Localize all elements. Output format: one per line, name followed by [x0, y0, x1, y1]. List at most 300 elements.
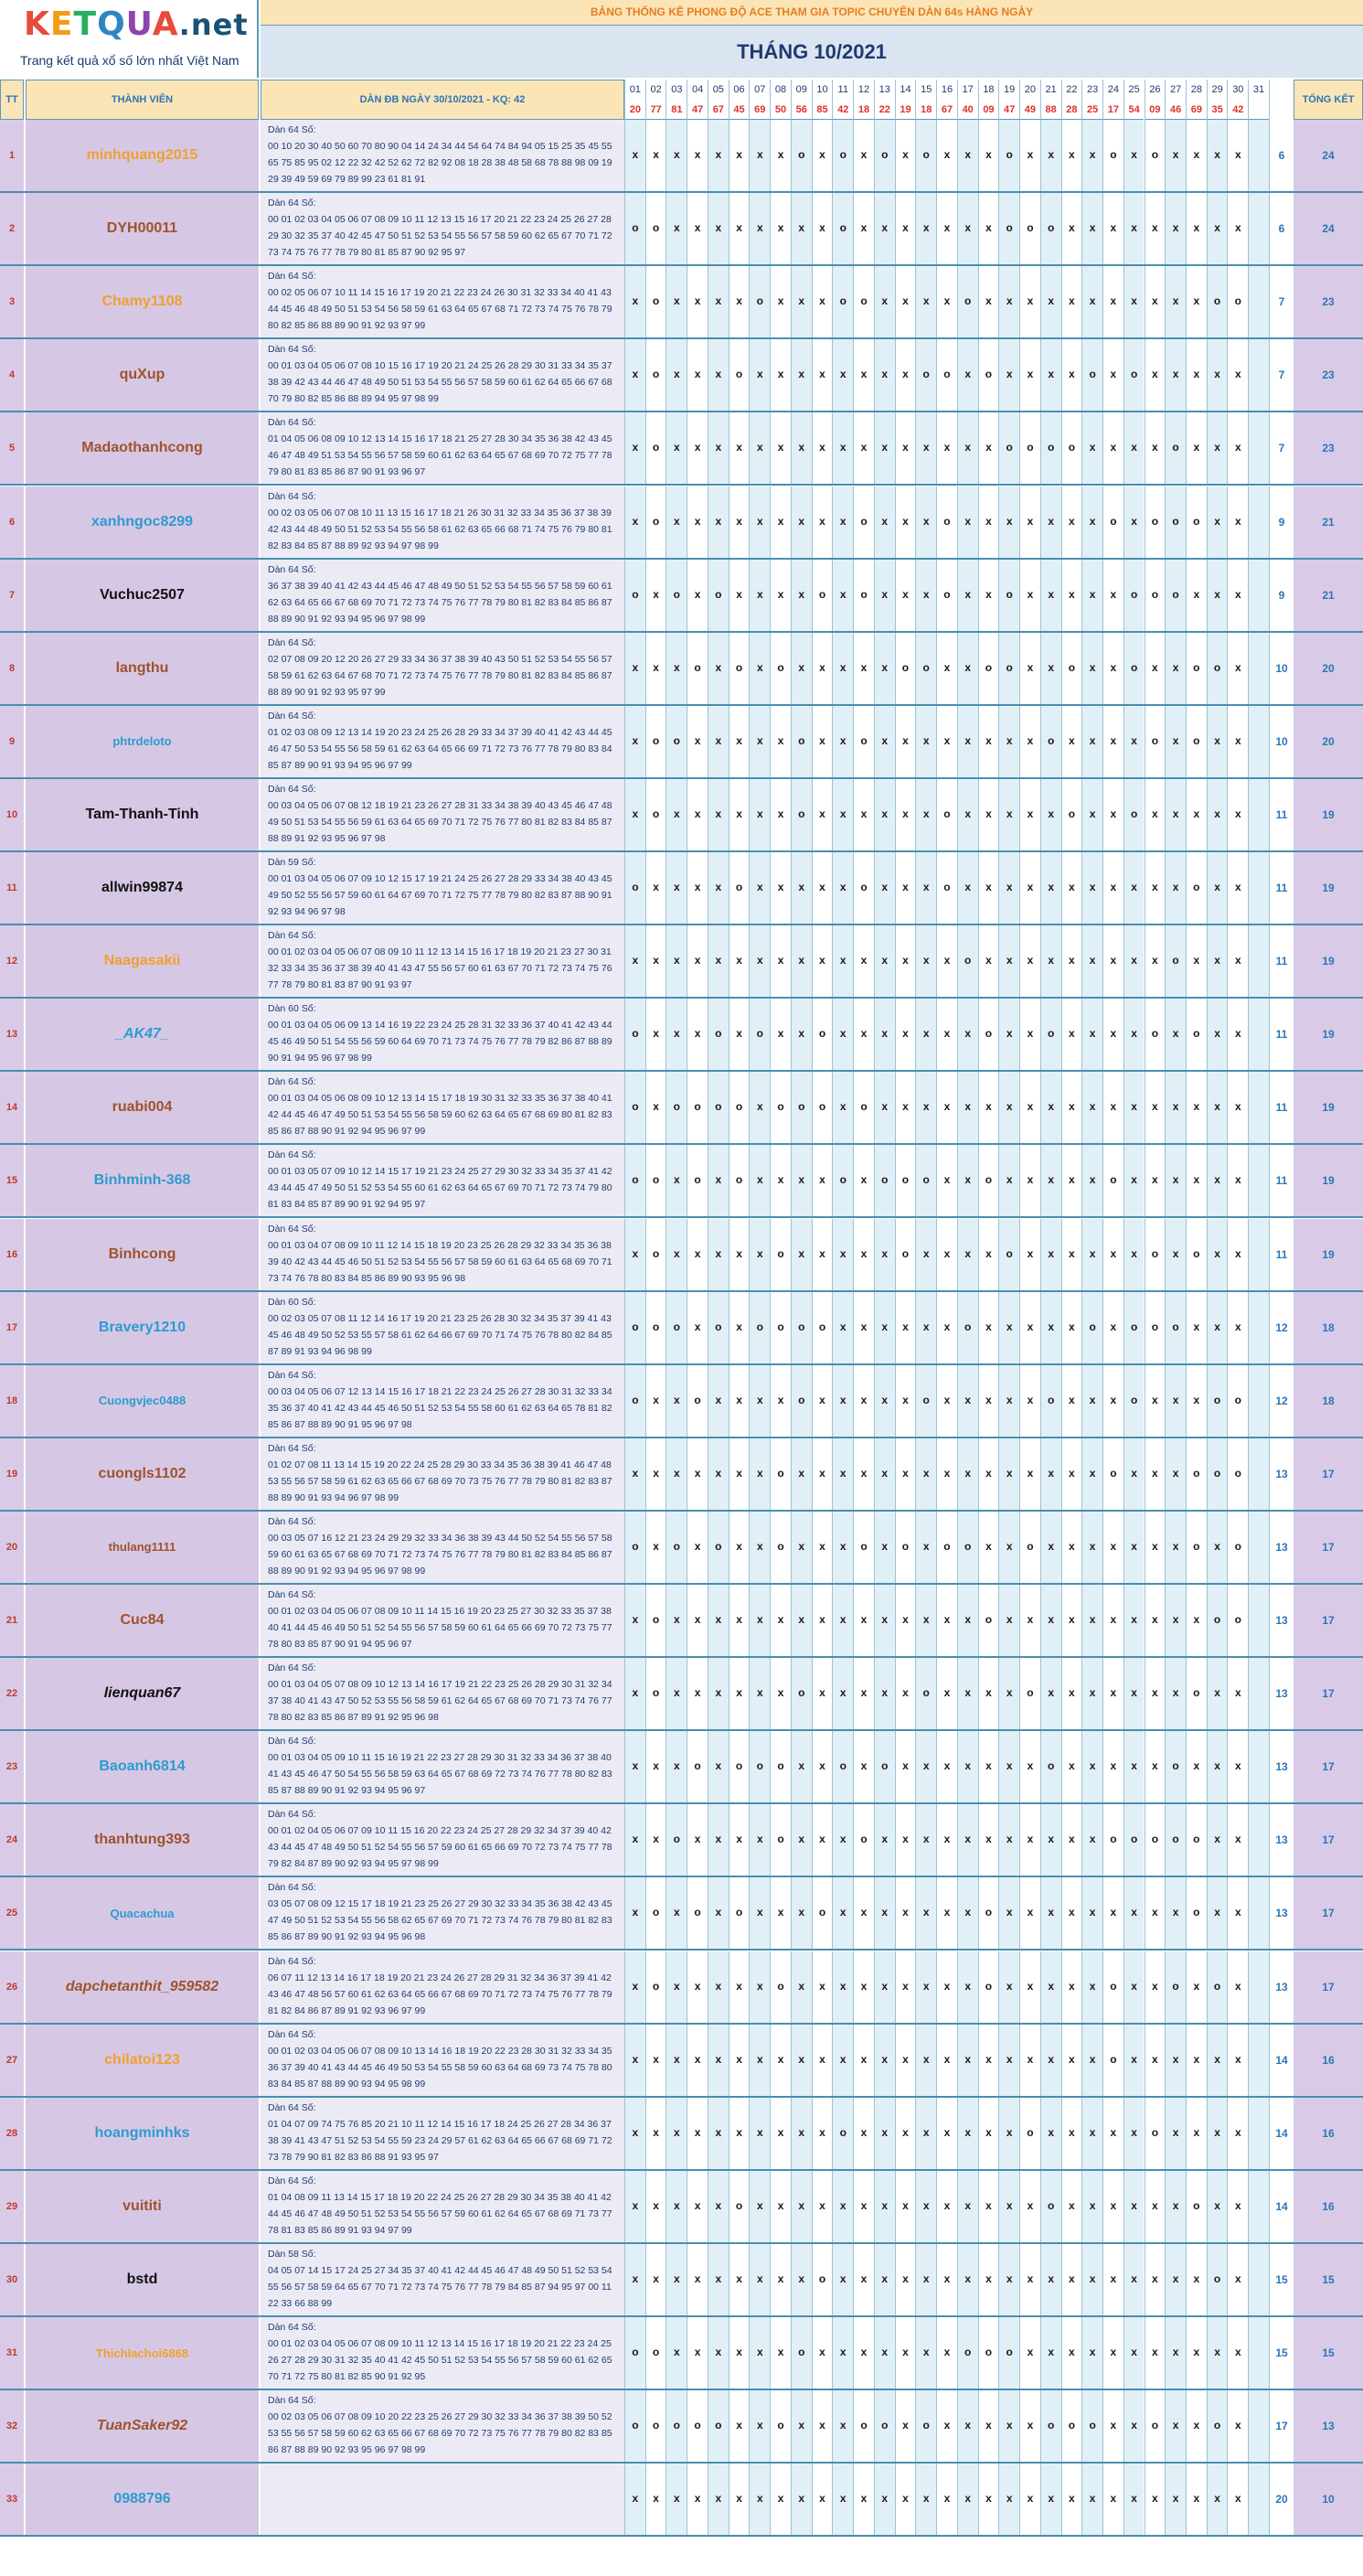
- member-name[interactable]: Quacachua: [26, 1877, 259, 1949]
- miss-count: 15: [1269, 2317, 1294, 2389]
- day-mark: x: [1040, 1804, 1061, 1876]
- day-mark: o: [687, 1072, 708, 1143]
- member-name[interactable]: DYH00011: [26, 193, 259, 264]
- dan-title: Dàn 64 Số:: [268, 198, 316, 209]
- day-mark: o: [624, 1072, 645, 1143]
- day-mark: x: [1040, 1585, 1061, 1656]
- miss-count: 11: [1269, 999, 1294, 1070]
- member-name[interactable]: hoangminhks: [26, 2098, 259, 2169]
- day-mark: x: [1061, 706, 1082, 777]
- day-mark: x: [1145, 193, 1166, 264]
- dan-title: Dàn 64 Số:: [268, 710, 316, 721]
- day-mark: x: [645, 852, 666, 924]
- member-name[interactable]: Madaothanhcong: [26, 412, 259, 484]
- day-mark: x: [791, 1219, 812, 1290]
- day-mark: o: [1207, 2390, 1228, 2462]
- day-mark: x: [874, 2098, 895, 2169]
- day-mark: x: [978, 1804, 999, 1876]
- day-mark: x: [708, 1804, 729, 1876]
- day-mark: x: [624, 1658, 645, 1729]
- member-name[interactable]: minhquang2015: [26, 120, 259, 191]
- day-mark: x: [1165, 266, 1186, 337]
- day-mark: x: [895, 1731, 916, 1802]
- day-mark: x: [1102, 1219, 1123, 1290]
- miss-count: 12: [1269, 1292, 1294, 1363]
- day-mark: x: [1019, 1145, 1040, 1216]
- day-mark: x: [1081, 2464, 1102, 2535]
- row-number: 8: [0, 633, 24, 704]
- day-mark: x: [1061, 1438, 1082, 1510]
- day-mark: o: [1165, 1804, 1186, 1876]
- day-mark: x: [1040, 925, 1061, 997]
- day-result: 49: [1019, 100, 1040, 120]
- day-mark: o: [832, 2098, 853, 2169]
- day-mark: x: [853, 193, 874, 264]
- day-mark: o: [749, 999, 770, 1070]
- table-row: [0, 2098, 1363, 2171]
- day-mark: x: [1123, 2098, 1145, 2169]
- day-mark: x: [666, 1438, 687, 1510]
- day-mark: o: [1165, 1951, 1186, 2023]
- day-mark: o: [708, 1512, 729, 1583]
- dan-cell: [261, 1731, 624, 1802]
- miss-count: 14: [1269, 2171, 1294, 2242]
- member-name[interactable]: Binhminh-368: [26, 1145, 259, 1216]
- day-mark: x: [1145, 1877, 1166, 1949]
- day-mark: [1248, 1804, 1269, 1876]
- day-mark: o: [1145, 560, 1166, 631]
- day-mark: x: [1040, 1512, 1061, 1583]
- dan-cell: [261, 1951, 624, 2023]
- day-mark: x: [957, 193, 978, 264]
- day-mark: x: [666, 1658, 687, 1729]
- day-mark: x: [1186, 1072, 1207, 1143]
- day-mark: [1248, 1658, 1269, 1729]
- day-mark: o: [853, 2390, 874, 2462]
- day-mark: o: [791, 1658, 812, 1729]
- day-mark: x: [729, 1512, 750, 1583]
- row-number: 30: [0, 2244, 24, 2315]
- day-mark: x: [791, 339, 812, 411]
- day-mark: o: [624, 1365, 645, 1437]
- day-mark: o: [1019, 2098, 1040, 2169]
- day-mark: x: [915, 706, 936, 777]
- day-mark: x: [749, 193, 770, 264]
- member-name[interactable]: chilatoi123: [26, 2025, 259, 2096]
- dan-cell: [261, 706, 624, 777]
- total-score: 21: [1294, 486, 1363, 558]
- day-mark: o: [749, 1731, 770, 1802]
- day-mark: x: [729, 706, 750, 777]
- day-mark: x: [1186, 412, 1207, 484]
- day-marks: [624, 1877, 1269, 1949]
- day-mark: o: [915, 1365, 936, 1437]
- day-mark: x: [1019, 1804, 1040, 1876]
- day-mark: x: [895, 1292, 916, 1363]
- day-mark: x: [687, 2464, 708, 2535]
- day-mark: x: [687, 779, 708, 850]
- day-mark: o: [853, 1072, 874, 1143]
- day-mark: x: [832, 1292, 853, 1363]
- day-mark: x: [729, 2098, 750, 2169]
- day-mark: x: [1123, 486, 1145, 558]
- member-name[interactable]: TuanSaker92: [26, 2390, 259, 2462]
- day-mark: x: [1145, 1658, 1166, 1729]
- day-mark: x: [1061, 1292, 1082, 1363]
- day-mark: [1248, 1072, 1269, 1143]
- day-mark: x: [687, 925, 708, 997]
- member-name[interactable]: lienquan67: [26, 1658, 259, 1729]
- total-score: 23: [1294, 412, 1363, 484]
- member-name[interactable]: Chamy1108: [26, 266, 259, 337]
- table-row: [0, 486, 1363, 560]
- day-mark: x: [1145, 2244, 1166, 2315]
- day-mark: o: [770, 1219, 791, 1290]
- day-mark: x: [895, 2025, 916, 2096]
- day-mark: x: [936, 193, 957, 264]
- day-mark: x: [1081, 1731, 1102, 1802]
- day-mark: o: [1186, 706, 1207, 777]
- table-row: [0, 1292, 1363, 1365]
- day-mark: x: [645, 925, 666, 997]
- day-mark: x: [957, 1219, 978, 1290]
- ketqua-logo[interactable]: [0, 0, 259, 78]
- miss-count: 11: [1269, 1072, 1294, 1143]
- day-mark: x: [624, 633, 645, 704]
- day-mark: o: [915, 339, 936, 411]
- day-mark: o: [978, 999, 999, 1070]
- day-mark: x: [1081, 852, 1102, 924]
- day-mark: x: [998, 1951, 1019, 2023]
- day-mark: x: [812, 266, 833, 337]
- day-result: 50: [770, 100, 791, 120]
- day-mark: x: [936, 706, 957, 777]
- day-mark: x: [853, 1951, 874, 2023]
- member-name[interactable]: Binhcong: [26, 1219, 259, 1290]
- day-mark: [1248, 2244, 1269, 2315]
- day-mark: x: [708, 1731, 729, 1802]
- day-mark: x: [936, 1438, 957, 1510]
- day-marks: [624, 2244, 1269, 2315]
- day-mark: x: [1019, 1951, 1040, 2023]
- day-mark: x: [874, 1292, 895, 1363]
- day-mark: x: [708, 2317, 729, 2389]
- member-name[interactable]: quXup: [26, 339, 259, 411]
- day-mark: x: [936, 1804, 957, 1876]
- miss-count: 13: [1269, 1951, 1294, 2023]
- day-mark: x: [749, 2244, 770, 2315]
- day-marks: [624, 2390, 1269, 2462]
- day-mark: o: [1081, 1292, 1102, 1363]
- day-mark: x: [1040, 633, 1061, 704]
- day-mark: o: [1207, 633, 1228, 704]
- day-mark: x: [1207, 2098, 1228, 2169]
- day-mark: x: [936, 2171, 957, 2242]
- day-mark: x: [874, 999, 895, 1070]
- day-mark: x: [1102, 2171, 1123, 2242]
- day-mark: x: [749, 1072, 770, 1143]
- day-number: 25: [1123, 80, 1145, 100]
- day-mark: x: [708, 1585, 729, 1656]
- day-mark: x: [1207, 1804, 1228, 1876]
- total-score: 13: [1294, 2390, 1363, 2462]
- day-mark: x: [791, 1877, 812, 1949]
- day-mark: x: [624, 1877, 645, 1949]
- day-mark: x: [729, 412, 750, 484]
- day-mark: o: [624, 193, 645, 264]
- member-name[interactable]: 0988796: [26, 2464, 259, 2535]
- day-number: 20: [1019, 80, 1040, 100]
- day-mark: o: [770, 1804, 791, 1876]
- day-mark: x: [1123, 1512, 1145, 1583]
- member-name[interactable]: Bravery1210: [26, 1292, 259, 1363]
- day-mark: x: [1102, 1072, 1123, 1143]
- day-mark: x: [812, 779, 833, 850]
- day-mark: x: [1165, 1145, 1186, 1216]
- day-mark: x: [978, 925, 999, 997]
- member-name[interactable]: Vuchuc2507: [26, 560, 259, 631]
- day-mark: x: [936, 1072, 957, 1143]
- day-mark: x: [812, 633, 833, 704]
- dan-title: Dàn 64 Số:: [268, 2395, 316, 2407]
- day-mark: o: [1165, 925, 1186, 997]
- total-score: 24: [1294, 193, 1363, 264]
- day-mark: x: [1123, 1877, 1145, 1949]
- day-mark: [1248, 120, 1269, 191]
- day-mark: o: [1207, 266, 1228, 337]
- day-mark: x: [1123, 1145, 1145, 1216]
- day-mark: x: [1061, 2464, 1082, 2535]
- day-mark: x: [1019, 486, 1040, 558]
- day-mark: x: [957, 1072, 978, 1143]
- member-name[interactable]: xanhngoc8299: [26, 486, 259, 558]
- day-mark: x: [645, 1365, 666, 1437]
- day-mark: x: [812, 1585, 833, 1656]
- day-mark: o: [749, 266, 770, 337]
- day-mark: [1248, 412, 1269, 484]
- day-mark: x: [812, 1438, 833, 1510]
- day-mark: o: [1145, 486, 1166, 558]
- member-name[interactable]: thulang1111: [26, 1512, 259, 1583]
- day-mark: x: [687, 1658, 708, 1729]
- day-mark: x: [936, 633, 957, 704]
- day-mark: o: [998, 560, 1019, 631]
- day-mark: x: [832, 412, 853, 484]
- table-row: [0, 925, 1363, 999]
- day-mark: x: [729, 2317, 750, 2389]
- day-mark: x: [1227, 1292, 1248, 1363]
- member-name[interactable]: Baoanh6814: [26, 1731, 259, 1802]
- day-mark: o: [666, 2390, 687, 2462]
- day-mark: x: [770, 1658, 791, 1729]
- day-mark: x: [998, 1438, 1019, 1510]
- day-mark: o: [645, 1658, 666, 1729]
- day-mark: x: [998, 2025, 1019, 2096]
- day-mark: o: [645, 412, 666, 484]
- day-mark: o: [1186, 1512, 1207, 1583]
- day-mark: x: [957, 1804, 978, 1876]
- day-mark: x: [1145, 1951, 1166, 2023]
- day-mark: x: [1061, 120, 1082, 191]
- day-mark: x: [791, 412, 812, 484]
- day-mark: x: [936, 2464, 957, 2535]
- dan-cell: [261, 120, 624, 191]
- day-mark: x: [832, 706, 853, 777]
- day-mark: o: [1207, 1951, 1228, 2023]
- day-mark: x: [1227, 1219, 1248, 1290]
- day-mark: x: [791, 925, 812, 997]
- dan-cell: [261, 2390, 624, 2462]
- total-score: 17: [1294, 1804, 1363, 1876]
- day-mark: o: [645, 1951, 666, 2023]
- day-mark: x: [1102, 1877, 1123, 1949]
- day-mark: x: [1102, 2098, 1123, 2169]
- day-mark: x: [666, 2317, 687, 2389]
- day-mark: x: [915, 560, 936, 631]
- day-mark: x: [1123, 1585, 1145, 1656]
- dan-title: Dàn 64 Số:: [268, 344, 316, 356]
- day-mark: x: [708, 2464, 729, 2535]
- day-mark: x: [687, 560, 708, 631]
- day-mark: x: [957, 1438, 978, 1510]
- table-row: [0, 1072, 1363, 1145]
- day-marks: [624, 560, 1269, 631]
- day-mark: x: [1061, 560, 1082, 631]
- day-result: 69: [749, 100, 770, 120]
- day-mark: o: [624, 2390, 645, 2462]
- dan-numbers: 00 01 03 04 05 06 08 09 10 12 13 14 15 17 18 19 30 31 32 33 35 36 37 38 40 41 42 44 45 46 47 49 50 51 53 54 55 56 58 59 60 62 63 64 65 67 68 69 80 81 82 83 85 86 87 88 90 91 92 94 95 96 97 99: [268, 1093, 612, 1138]
- day-mark: x: [978, 1072, 999, 1143]
- member-name[interactable]: Thichlachoi6868: [26, 2317, 259, 2389]
- day-mark: x: [978, 2390, 999, 2462]
- dan-numbers: 00 03 04 05 06 07 08 12 18 19 21 23 26 27 28 31 33 34 38 39 40 43 45 46 47 48 49 50 51 53 54 55 56 59 61 63 64 65 69 70 71 72 75 76 77 80 81 82 83 84 85 87 88 89 91 92 93 95 96 97 98: [268, 799, 612, 844]
- day-mark: x: [936, 2390, 957, 2462]
- member-name[interactable]: Naagasakii: [26, 925, 259, 997]
- day-number: 31: [1248, 80, 1269, 100]
- day-mark: x: [645, 999, 666, 1070]
- day-mark: x: [1207, 1219, 1228, 1290]
- day-mark: x: [1186, 1585, 1207, 1656]
- day-mark: [1248, 1438, 1269, 1510]
- day-marks: [624, 779, 1269, 850]
- dan-numbers: 36 37 38 39 40 41 42 43 44 45 46 47 48 49 50 51 52 53 54 55 56 57 58 59 60 61 62 63 64 65 66 67 68 69 70 71 72 73 74 75 76 77 78 79 80 81 82 83 84 85 86 87 88 89 90 91 92 93 94 95 96 97 98 99: [268, 580, 612, 625]
- dan-title: Dàn 64 Số:: [268, 2322, 316, 2333]
- day-mark: x: [895, 2390, 916, 2462]
- table-row: [0, 1145, 1363, 1218]
- day-mark: x: [853, 779, 874, 850]
- day-mark: x: [1145, 1731, 1166, 1802]
- day-mark: x: [1227, 2025, 1248, 2096]
- member-name[interactable]: Cuongvjec0488: [26, 1365, 259, 1437]
- day-mark: o: [791, 1365, 812, 1437]
- day-number: 13: [874, 80, 895, 100]
- day-mark: x: [978, 2098, 999, 2169]
- day-mark: x: [666, 2025, 687, 2096]
- member-name[interactable]: ruabi004: [26, 1072, 259, 1143]
- day-mark: o: [1102, 1804, 1123, 1876]
- day-mark: x: [1102, 1512, 1123, 1583]
- member-name[interactable]: vuititi: [26, 2171, 259, 2242]
- day-mark: x: [1123, 2025, 1145, 2096]
- table-row: [0, 1731, 1363, 1804]
- day-mark: x: [853, 1365, 874, 1437]
- day-number: 21: [1040, 80, 1061, 100]
- member-name[interactable]: bstd: [26, 2244, 259, 2315]
- member-name[interactable]: langthu: [26, 633, 259, 704]
- day-mark: x: [1040, 852, 1061, 924]
- member-name[interactable]: dapchetanthit_959582: [26, 1951, 259, 2023]
- day-mark: x: [874, 339, 895, 411]
- day-mark: x: [1061, 1877, 1082, 1949]
- day-mark: x: [749, 1585, 770, 1656]
- day-mark: x: [1061, 266, 1082, 337]
- member-name[interactable]: phtrdeloto: [26, 706, 259, 777]
- day-mark: x: [645, 2244, 666, 2315]
- row-number: 18: [0, 1365, 24, 1437]
- dan-cell: [261, 1145, 624, 1216]
- day-marks: [624, 852, 1269, 924]
- day-mark: x: [874, 2317, 895, 2389]
- day-mark: x: [915, 412, 936, 484]
- day-mark: x: [874, 925, 895, 997]
- day-mark: x: [832, 1365, 853, 1437]
- member-name[interactable]: cuongls1102: [26, 1438, 259, 1510]
- day-mark: o: [915, 633, 936, 704]
- day-mark: o: [1123, 779, 1145, 850]
- total-score: 17: [1294, 1438, 1363, 1510]
- day-mark: x: [853, 2464, 874, 2535]
- member-name[interactable]: _AK47_: [26, 999, 259, 1070]
- day-mark: x: [791, 2464, 812, 2535]
- day-number: 28: [1186, 80, 1207, 100]
- day-mark: x: [957, 1365, 978, 1437]
- miss-count: 14: [1269, 2025, 1294, 2096]
- header-dan: DÀN ĐB NGÀY 30/10/2021 - KQ: 42: [261, 80, 624, 120]
- member-name[interactable]: Cuc84: [26, 1585, 259, 1656]
- day-mark: x: [1227, 1951, 1248, 2023]
- dan-title: Dàn 60 Số:: [268, 1296, 316, 1308]
- member-name[interactable]: allwin99874: [26, 852, 259, 924]
- total-score: 18: [1294, 1292, 1363, 1363]
- day-mark: x: [1186, 2317, 1207, 2389]
- day-mark: x: [812, 2464, 833, 2535]
- day-mark: x: [624, 925, 645, 997]
- total-score: 17: [1294, 1658, 1363, 1729]
- day-mark: x: [624, 266, 645, 337]
- day-mark: o: [624, 1292, 645, 1363]
- day-mark: x: [812, 339, 833, 411]
- day-mark: x: [666, 2464, 687, 2535]
- day-mark: x: [666, 1145, 687, 1216]
- day-marks: [624, 412, 1269, 484]
- day-mark: x: [749, 412, 770, 484]
- member-name[interactable]: thanhtung393: [26, 1804, 259, 1876]
- day-mark: x: [895, 999, 916, 1070]
- day-mark: x: [708, 1951, 729, 2023]
- day-mark: o: [874, 1145, 895, 1216]
- total-score: 16: [1294, 2098, 1363, 2169]
- day-mark: x: [895, 2464, 916, 2535]
- dan-title: Dàn 64 Số:: [268, 1076, 316, 1088]
- day-mark: x: [895, 1585, 916, 1656]
- member-name[interactable]: Tam-Thanh-Tinh: [26, 779, 259, 850]
- day-mark: o: [998, 2317, 1019, 2389]
- day-mark: o: [687, 2390, 708, 2462]
- day-mark: x: [708, 339, 729, 411]
- day-mark: x: [708, 2171, 729, 2242]
- day-mark: x: [687, 999, 708, 1070]
- day-mark: x: [978, 2244, 999, 2315]
